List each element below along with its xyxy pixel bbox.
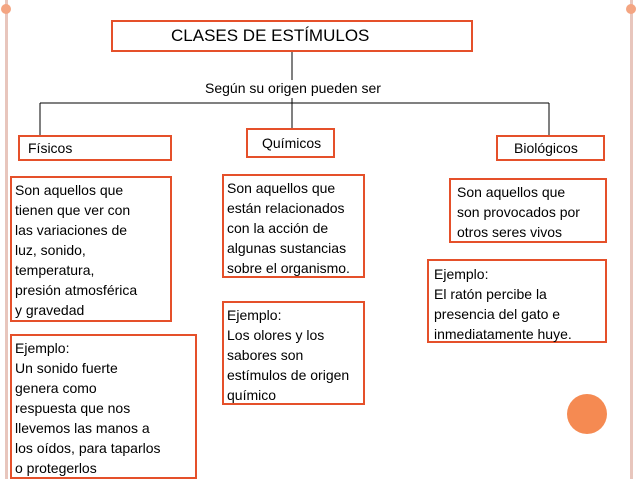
example-fisicos: Ejemplo: Un sonido fuerte genera como respuesta que nos llevemos las manos a los oídos, para taparlos o protegerlos [10,334,197,479]
category-biologicos: Biológicos [496,135,605,161]
description-biologicos: Son aquellos que son provocados por otros seres vivos [449,178,607,243]
example-quimicos: Ejemplo: Los olores y los sabores son estímulos de origen químico [222,301,365,405]
diagram-subtitle: Según su origen pueden ser [205,80,381,96]
diagram-title: CLASES DE ESTÍMULOS [111,20,473,52]
description-quimicos: Son aquellos que están relacionados con la acción de algunas sustancias sobre el organismo. [222,174,365,278]
category-fisicos: Físicos [18,135,172,161]
description-fisicos: Son aquellos que tienen que ver con las variaciones de luz, sonido, temperatura, presión atmosférica y gravedad [10,176,172,322]
example-biologicos: Ejemplo: El ratón percibe la presencia del gato e inmediatamente huye. [427,259,607,343]
category-quimicos: Químicos [246,128,335,158]
